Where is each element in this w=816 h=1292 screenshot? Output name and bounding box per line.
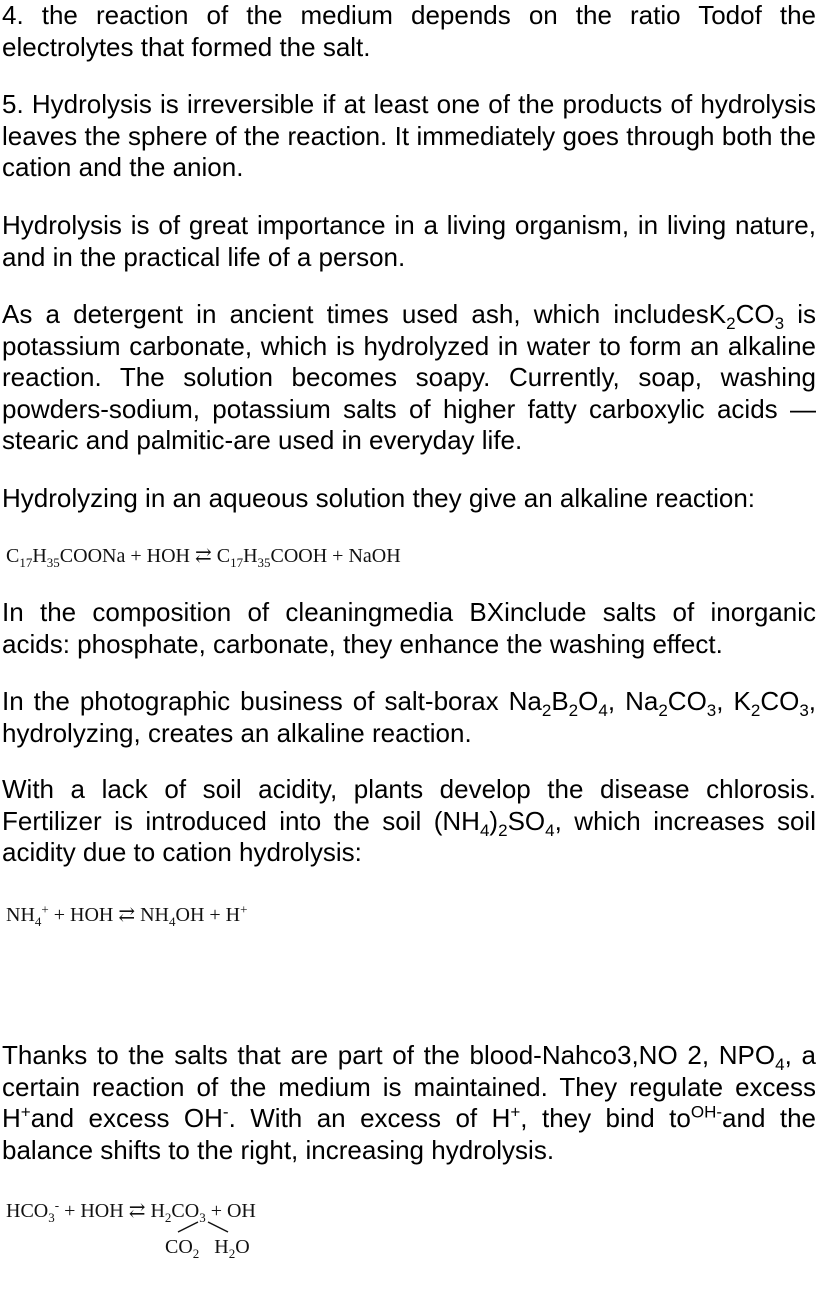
paragraph-photographic: In the photographic business of salt-borax $Na_2B_2O_4$, $Na_2CO_3$, $K_2CO_3$, hydrolyzing, creates an alkaline reaction. bbox=[2, 686, 816, 748]
equation-text: $NH_4^+$ + HOH ⇄ $NH_4OH + H^+$ bbox=[6, 901, 248, 929]
paragraph-text: Hydrolysis is of great importance in a living organism, in living nature, and in the practical life of a person. bbox=[2, 210, 816, 272]
paragraph-text: As a detergent in ancient times used ash, which includes bbox=[2, 299, 709, 329]
formula-k2co3: $K_2CO_3$ bbox=[733, 686, 809, 721]
formula-na2co3: $Na_2CO_3$ bbox=[625, 686, 717, 721]
paragraph-cleaning-media bbox=[2, 597, 816, 660]
paragraph-text: With a lack of soil acidity, plants develop the disease chlorosis. Fertilizer is introduced into the soil bbox=[2, 774, 816, 836]
paragraph-text: , hydrolyzing, creates an alkaline reaction. bbox=[2, 686, 816, 748]
formula-k2co3: $K_2CO_3$ bbox=[708, 299, 785, 334]
paragraph-text: certain reaction of the medium is maintained. They regulate excess H bbox=[2, 1071, 816, 1133]
paragraph-text: Hydrolyzing in an aqueous solution they give an alkaline reaction: bbox=[2, 483, 756, 513]
paragraph-text: and excess OH bbox=[30, 1103, 223, 1133]
superscript-plus: + bbox=[20, 1102, 31, 1122]
paragraph-alkaline-intro bbox=[2, 483, 816, 515]
equation-text: $HCO_3^-$ + HOH ⇄ $H_2CO_3$ + OH bbox=[6, 1197, 256, 1225]
paragraph-importance bbox=[2, 210, 816, 273]
superscript-plus: + bbox=[510, 1102, 521, 1122]
paragraph-text: . With an excess of H bbox=[228, 1103, 511, 1133]
paragraph-blood-salts bbox=[2, 1040, 816, 1166]
equation-text: $CO_2$ $H_2O$ bbox=[165, 1236, 250, 1261]
paragraph-irreversible-hydrolysis bbox=[2, 89, 816, 184]
paragraph-text: 4. the reaction of the medium depends on the ratio Todof the electrolytes that formed the salt. bbox=[2, 0, 816, 62]
paragraph-text: is potassium carbonate, which is hydrolyzed in water to form an alkaline reaction. The solution becomes soapy. Currently, soap, washing powders-sodium, potassium salts of higher fatty carboxylic acids — stearic and palmitic-are used in everyday life. bbox=[2, 299, 816, 455]
formula-blood-salts: 3,NO 2, $NPO_4$, a bbox=[616, 1040, 816, 1075]
paragraph-text: In the composition of cleaningmedia BXinclude salts of inorganic acids: phosphate, carbonate, they enhance the washing effect. bbox=[2, 597, 816, 659]
formula-ammonium-sulfate: $(NH_4)_2SO_4$ bbox=[433, 805, 555, 840]
paragraph-detergent-ash bbox=[2, 299, 816, 457]
equation-text: $C_{17}H_{35}COONa$ + HOH ⇄ $C_{17}H_{35}COOH$ + NaOH bbox=[6, 545, 401, 570]
paragraph-text: and the balance shifts to the right, increasing hydrolysis. bbox=[2, 1103, 816, 1165]
formula-borax: $Na_2B_2O_4$ bbox=[508, 686, 608, 721]
paragraph-text: Thanks to the salts that are part of the blood-Nahco bbox=[2, 1040, 617, 1070]
paragraph-reaction-ratio bbox=[2, 0, 816, 63]
paragraph-text: 5. Hydrolysis is irreversible if at least one of the products of hydrolysis leaves the sphere of the reaction. It immediately goes through both the cation and the anion. bbox=[2, 89, 816, 182]
paragraph-text: , which increases soil acidity due to cation hydrolysis: bbox=[2, 805, 816, 867]
superscript-oh-minus: OH- bbox=[690, 1102, 723, 1122]
equation-ammonium-hydrolysis bbox=[6, 900, 247, 932]
equation-soap-hydrolysis bbox=[6, 541, 401, 573]
paragraph-soil-acidity bbox=[2, 774, 816, 869]
equation-decomposition-products bbox=[165, 1232, 250, 1264]
paragraph-text: , they bind to bbox=[520, 1103, 691, 1133]
paragraph-text: In the photographic business of salt-borax bbox=[2, 686, 509, 716]
superscript-minus: - bbox=[222, 1102, 229, 1122]
